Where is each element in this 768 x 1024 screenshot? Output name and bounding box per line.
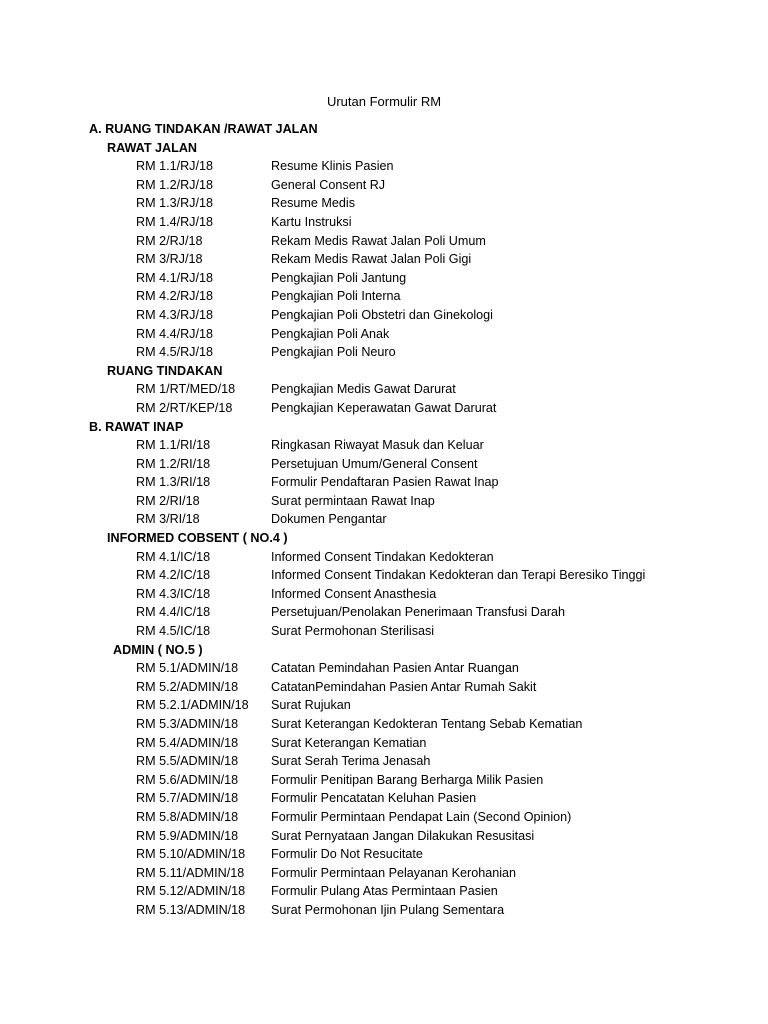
form-name: Pengkajian Poli Anak	[271, 326, 390, 341]
form-code: RM 2/RI/18	[136, 493, 200, 508]
form-code: RM 1/RT/MED/18	[136, 382, 236, 397]
form-item	[0, 306, 768, 325]
form-item	[0, 715, 768, 734]
form-name: Surat Keterangan Kedokteran Tentang Sebab Kematian	[271, 717, 583, 731]
form-item	[0, 176, 768, 195]
form-name: Formulir Pulang Atas Permintaan Pasien	[271, 884, 498, 899]
subsection-heading: INFORMED COBSENT ( NO.4 )	[107, 531, 288, 546]
form-name: General Consent RJ	[271, 177, 386, 192]
form-code: RM 1.1/RJ/18	[136, 159, 213, 174]
form-code: RM 5.2.1/ADMIN/18	[136, 698, 249, 713]
form-item	[0, 864, 768, 883]
form-code: RM 1.1/RI/18	[136, 438, 211, 453]
form-name: Informed Consent Tindakan Kedokteran dan Terapi Beresiko Tinggi	[271, 568, 646, 583]
form-item	[0, 380, 768, 399]
form-code: RM 5.10/ADMIN/18	[136, 847, 246, 862]
form-code: RM 4.2/RJ/18	[136, 289, 213, 304]
form-name: Surat Permohonan Sterilisasi	[271, 624, 435, 639]
form-code: RM 1.3/RJ/18	[136, 196, 213, 211]
form-name: Ringkasan Riwayat Masuk dan Keluar	[271, 438, 484, 453]
form-code: RM 4.3/IC/18	[136, 586, 211, 601]
form-name: Rekam Medis Rawat Jalan Poli Umum	[271, 233, 486, 248]
form-name: Surat Pernyataan Jangan Dilakukan Resusitasi	[271, 828, 535, 843]
form-item	[0, 455, 768, 474]
form-item	[0, 436, 768, 455]
form-code: RM 5.4/ADMIN/18	[136, 735, 239, 750]
subsection-heading: ADMIN ( NO.5 )	[113, 642, 203, 657]
form-name: Formulir Permintaan Pelayanan Kerohanian	[271, 865, 517, 880]
section-heading: A. RUANG TINDAKAN /RAWAT JALAN	[89, 122, 318, 136]
form-code: RM 4.5/IC/18	[136, 624, 211, 639]
subsection-heading: RAWAT JALAN	[107, 140, 198, 155]
form-code: RM 3/RI/18	[136, 512, 200, 527]
form-list	[0, 120, 768, 920]
form-code: RM 5.7/ADMIN/18	[136, 791, 239, 806]
form-item	[0, 771, 768, 790]
form-code: RM 5.1/ADMIN/18	[136, 661, 239, 676]
form-item	[0, 696, 768, 715]
form-name: Surat Serah Terima Jenasah	[271, 754, 431, 769]
form-item	[0, 194, 768, 213]
form-code: RM 5.9/ADMIN/18	[136, 828, 239, 843]
form-item	[0, 510, 768, 529]
form-item	[0, 622, 768, 641]
form-item	[0, 343, 768, 362]
form-name: Informed Consent Tindakan Kedokteran	[271, 549, 494, 564]
form-name: Persetujuan/Penolakan Penerimaan Transfusi Darah	[271, 605, 566, 620]
form-code: RM 2/RJ/18	[136, 233, 203, 248]
form-item	[0, 901, 768, 920]
form-name: Pengkajian Poli Neuro	[271, 345, 396, 360]
form-name: Surat permintaan Rawat Inap	[271, 493, 435, 508]
form-item	[0, 678, 768, 697]
form-item	[0, 789, 768, 808]
form-code: RM 3/RJ/18	[136, 252, 203, 267]
form-item	[0, 325, 768, 344]
form-name: Formulir Penitipan Barang Berharga Milik Pasien	[271, 772, 544, 787]
form-item	[0, 287, 768, 306]
form-item	[0, 882, 768, 901]
form-code: RM 5.2/ADMIN/18	[136, 679, 239, 694]
form-code: RM 4.4/IC/18	[136, 605, 211, 620]
form-name: Pengkajian Poli Interna	[271, 289, 401, 304]
form-item	[0, 473, 768, 492]
form-name: Resume Klinis Pasien	[271, 159, 394, 174]
form-code: RM 5.11/ADMIN/18	[136, 865, 245, 880]
form-code: RM 5.13/ADMIN/18	[136, 902, 246, 917]
form-name: Persetujuan Umum/General Consent	[271, 456, 478, 471]
form-code: RM 4.1/RJ/18	[136, 270, 213, 285]
form-name: Catatan Pemindahan Pasien Antar Ruangan	[271, 661, 519, 676]
form-code: RM 5.5/ADMIN/18	[136, 754, 239, 769]
form-name: Dokumen Pengantar	[271, 512, 387, 527]
form-code: RM 5.6/ADMIN/18	[136, 772, 239, 787]
form-name: Surat Rujukan	[271, 698, 351, 713]
form-name: Rekam Medis Rawat Jalan Poli Gigi	[271, 252, 472, 267]
form-name: Pengkajian Poli Obstetri dan Ginekologi	[271, 307, 493, 322]
form-name: Formulir Do Not Resucitate	[271, 847, 423, 862]
form-item	[0, 548, 768, 567]
form-code: RM 1.2/RJ/18	[136, 177, 213, 192]
form-code: RM 4.5/RJ/18	[136, 345, 213, 360]
form-code: RM 1.3/RI/18	[136, 475, 211, 490]
form-name: Pengkajian Medis Gawat Darurat	[271, 382, 456, 397]
form-code: RM 4.4/RJ/18	[136, 326, 213, 341]
form-name: Formulir Pencatatan Keluhan Pasien	[271, 791, 477, 806]
form-code: RM 5.8/ADMIN/18	[136, 809, 239, 824]
form-code: RM 5.3/ADMIN/18	[136, 717, 239, 731]
form-item	[0, 603, 768, 622]
form-code: RM 5.12/ADMIN/18	[136, 884, 246, 899]
form-code: RM 1.4/RJ/18	[136, 214, 213, 229]
form-item	[0, 845, 768, 864]
form-item	[0, 157, 768, 176]
form-code: RM 4.1/IC/18	[136, 549, 211, 564]
form-name: Surat Keterangan Kematian	[271, 735, 427, 750]
form-item	[0, 585, 768, 604]
form-name: Informed Consent Anasthesia	[271, 586, 437, 601]
form-item	[0, 492, 768, 511]
form-item	[0, 269, 768, 288]
form-item	[0, 213, 768, 232]
form-code: RM 4.2/IC/18	[136, 568, 211, 583]
form-name: Pengkajian Poli Jantung	[271, 270, 407, 285]
form-item	[0, 399, 768, 418]
form-item	[0, 232, 768, 251]
form-code: RM 4.3/RJ/18	[136, 307, 213, 322]
form-name: Formulir Permintaan Pendapat Lain (Second Opinion)	[271, 809, 572, 824]
form-item	[0, 808, 768, 827]
form-item	[0, 659, 768, 678]
form-item	[0, 827, 768, 846]
section-heading: B. RAWAT INAP	[89, 419, 184, 434]
form-name: Formulir Pendaftaran Pasien Rawat Inap	[271, 475, 499, 490]
form-name: Resume Medis	[271, 196, 355, 211]
form-name: Kartu Instruksi	[271, 214, 352, 229]
form-item	[0, 752, 768, 771]
form-name: CatatanPemindahan Pasien Antar Rumah Sakit	[271, 679, 537, 694]
form-item	[0, 250, 768, 269]
form-name: Pengkajian Keperawatan Gawat Darurat	[271, 400, 497, 415]
form-name: Surat Permohonan Ijin Pulang Sementara	[271, 902, 505, 917]
form-item	[0, 566, 768, 585]
form-item	[0, 734, 768, 753]
form-code: RM 1.2/RI/18	[136, 456, 211, 471]
page-title: Urutan Formulir RM	[326, 94, 442, 109]
subsection-heading: RUANG TINDAKAN	[107, 363, 223, 378]
form-code: RM 2/RT/KEP/18	[136, 400, 233, 415]
